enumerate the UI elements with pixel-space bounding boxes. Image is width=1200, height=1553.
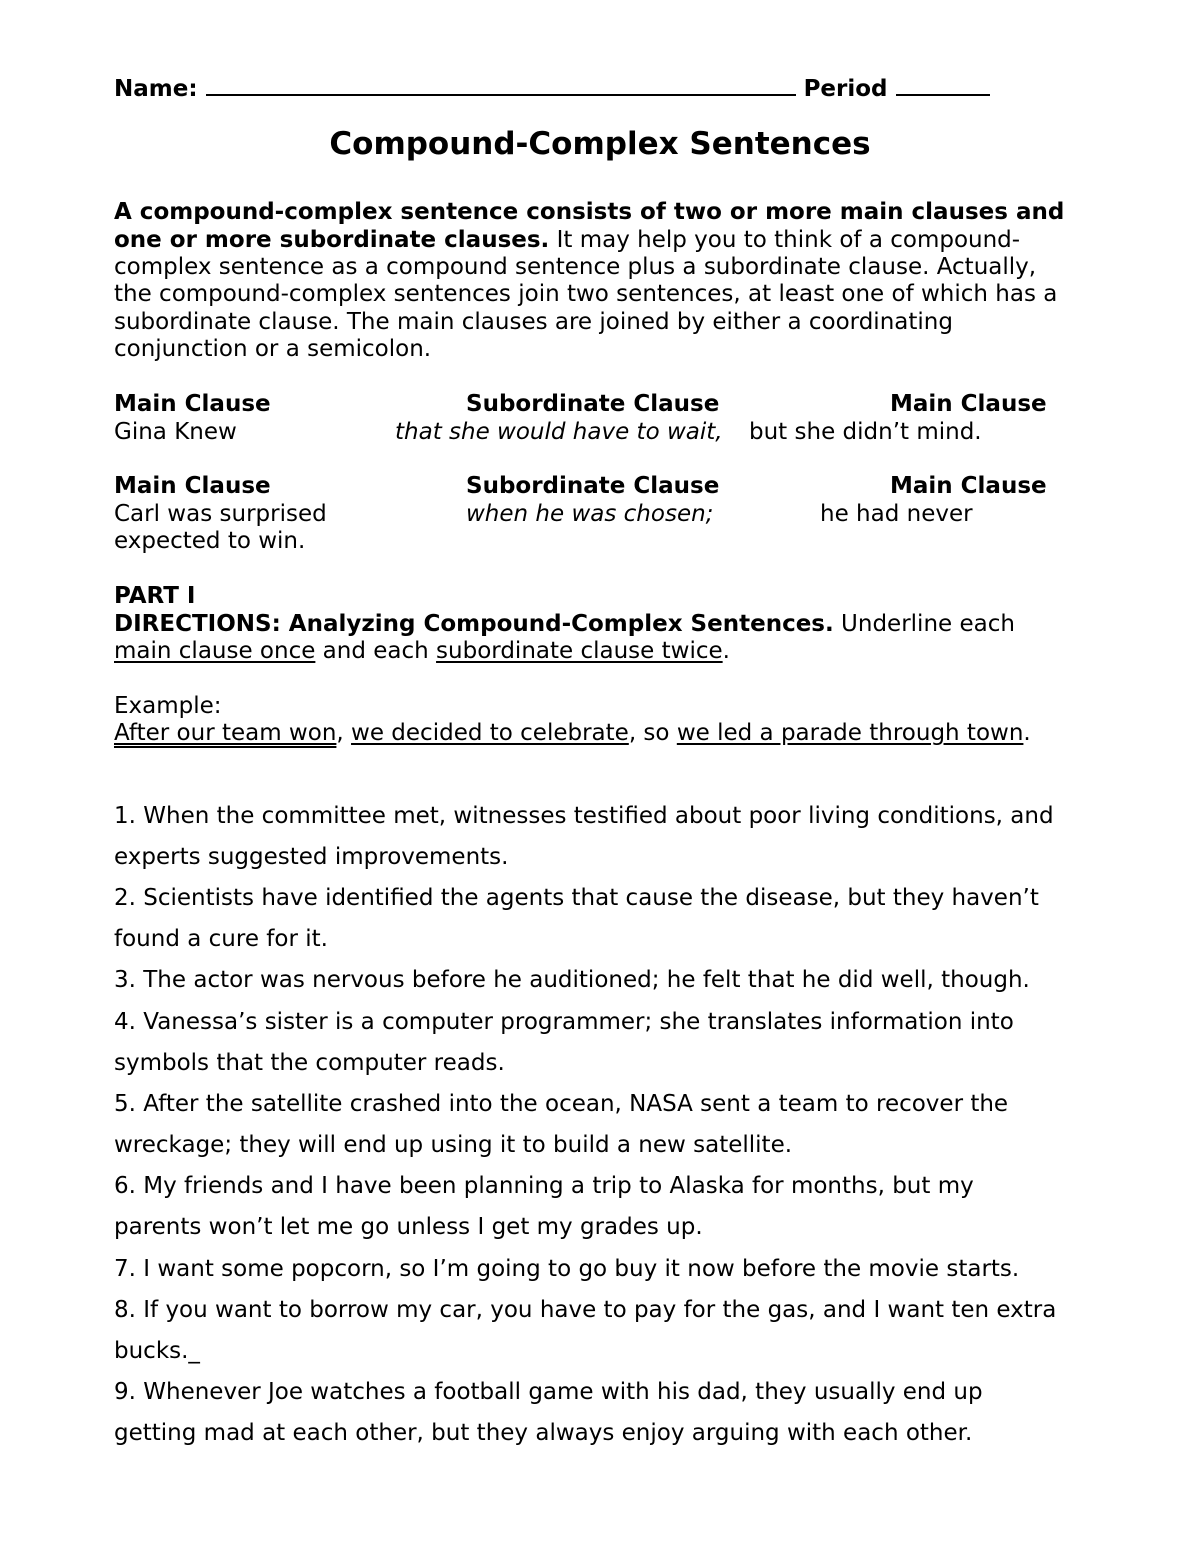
ex2-continuation: expected to win. [114,528,306,554]
example-label: Example: [114,693,222,719]
example-so: , so [628,720,677,746]
item-5-line-2: wreckage; they will end up using it to build a new satellite. [114,1132,793,1158]
item-9-line-1: 9. Whenever Joe watches a football game with his dad, they usually end up [114,1379,983,1405]
item-2-line-2: found a cure for it. [114,926,328,952]
name-label: Name: [114,76,198,102]
item-4-line-1: 4. Vanessa’s sister is a computer programmer; she translates information into [114,1009,1014,1035]
intro-line-1: A compound-complex sentence consists of two or more main clauses and [114,199,1065,225]
item-1-line-2: experts suggested improvements. [114,844,509,870]
ex1-header-main-1: Main Clause [114,391,271,417]
ex1-header-main-2: Main Clause [890,391,1047,417]
header-line [114,72,990,103]
name-blank[interactable] [206,72,796,96]
example-end: . [1023,720,1031,746]
directions-rest: Underline each [833,611,1015,637]
example-main-2: we led a parade through town [676,720,1024,746]
item-3-line-1: 3. The actor was nervous before he auditioned; he felt that he did well, though. [114,967,1030,993]
intro-line-4: the compound-complex sentences join two sentences, at least one of which has a [114,281,1058,307]
main-clause-once: main clause once [114,638,316,664]
intro-line-5: subordinate clause. The main clauses are joined by either a coordinating [114,309,953,335]
ex2-main-2: he had never [820,501,973,527]
item-5-line-1: 5. After the satellite crashed into the ocean, NASA sent a team to recover the [114,1091,1009,1117]
page-title: Compound-Complex Sentences [329,126,871,162]
example-sentence [114,719,1031,747]
part-label: PART I [114,583,196,609]
example-sub-clause: After our team won [114,720,337,746]
directions-period: . [722,638,730,664]
item-2-line-1: 2. Scientists have identified the agents that cause the disease, but they haven’t [114,885,1039,911]
ex2-main-1: Carl was surprised [114,501,327,527]
intro-rest-2: It may help you to think of a compound- [549,227,1021,253]
example-main-1: we decided to celebrate [351,720,629,746]
intro-bold-2: one or more subordinate clauses. [114,227,550,253]
period-blank[interactable] [896,72,990,96]
ex2-header-main-1: Main Clause [114,473,271,499]
item-4-line-2: symbols that the computer reads. [114,1050,505,1076]
ex2-header-main-2: Main Clause [890,473,1047,499]
item-6-line-2: parents won’t let me go unless I get my grades up. [114,1214,703,1240]
ex1-header-sub: Subordinate Clause [466,391,720,417]
intro-line-2 [114,226,1020,254]
directions-line-1 [114,610,1015,638]
item-9-line-2: getting mad at each other, but they always enjoy arguing with each other. [114,1420,973,1446]
ex2-header-sub: Subordinate Clause [466,473,720,499]
directions-line-2 [114,637,730,665]
subordinate-clause-twice: subordinate clause twice [436,638,723,664]
intro-line-6: conjunction or a semicolon. [114,336,432,362]
item-8-line-1: 8. If you want to borrow my car, you have to pay for the gas, and I want ten extra [114,1297,1057,1323]
and-each: and each [315,638,437,664]
period-label: Period [803,76,888,102]
item-1-line-1: 1. When the committee met, witnesses testified about poor living conditions, and [114,803,1054,829]
ex1-sub: that she would have to wait, [395,419,723,445]
directions-bold: DIRECTIONS: Analyzing Compound-Complex Sentences. [114,611,834,637]
item-7-line-1: 7. I want some popcorn, so I’m going to go buy it now before the movie starts. [114,1256,1020,1282]
example-comma: , [336,720,352,746]
ex2-sub: when he was chosen; [466,501,714,527]
ex1-main-1: Gina Knew [114,419,237,445]
item-6-line-1: 6. My friends and I have been planning a trip to Alaska for months, but my [114,1173,974,1199]
ex1-main-2: but she didn’t mind. [749,419,982,445]
item-8-line-2: bucks._ [114,1338,200,1364]
intro-line-3: complex sentence as a compound sentence plus a subordinate clause. Actually, [114,254,1037,280]
